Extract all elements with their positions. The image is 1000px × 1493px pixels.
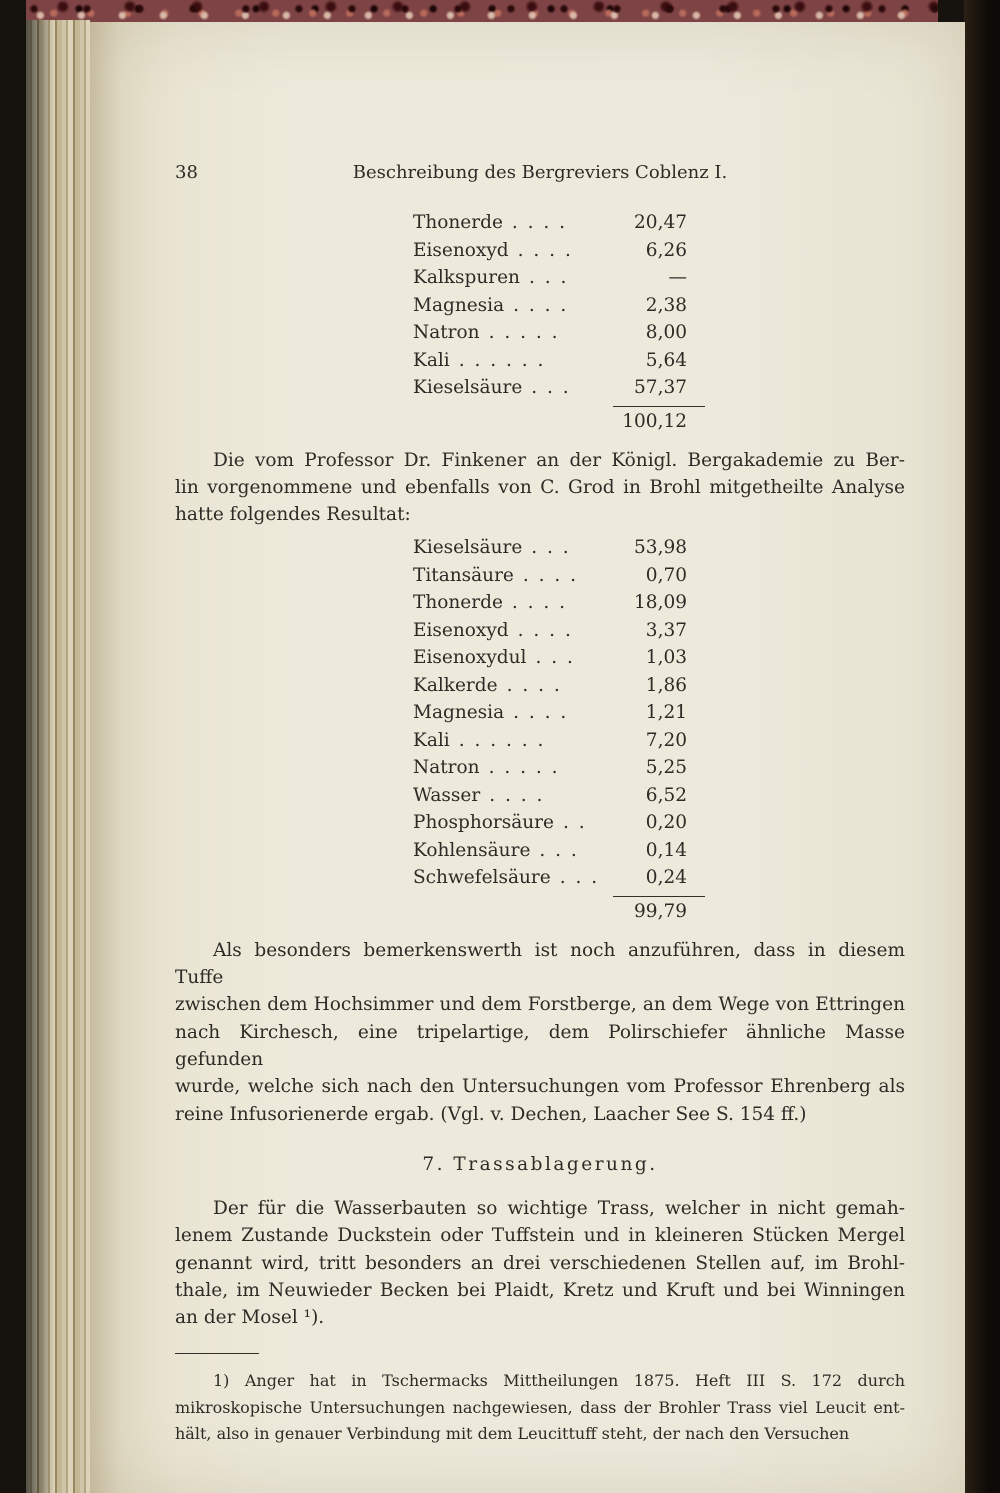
substance-label: Magnesia — [413, 702, 505, 724]
section-heading-trassablagerung: 7. Trassablagerung. — [422, 1153, 658, 1175]
paragraph-trass — [175, 1195, 905, 1331]
table-row — [413, 209, 705, 237]
text-line: 1) Anger hat in Tschermacks Mittheilungen 1875. Heft III S. 172 durch — [213, 1371, 905, 1391]
page-stack-edges — [26, 20, 90, 1493]
substance-label: Kalkerde — [413, 674, 498, 696]
substance-label: Kieselsäure — [413, 537, 523, 559]
table-row — [413, 699, 705, 727]
substance-value: 0,70 — [645, 564, 687, 586]
paragraph-finkener-analysis — [175, 447, 905, 529]
text-line: wurde, welche sich nach den Untersuchungen vom Professor Ehrenberg als — [175, 1076, 905, 1098]
sum-value: 99,79 — [634, 900, 687, 922]
text-line: genannt wird, tritt besonders an drei verschiedenen Stellen auf, im Brohl- — [175, 1252, 905, 1274]
table-row — [413, 292, 705, 320]
text-line: Der für die Wasserbauten so wichtige Trass, welcher in nicht gemah- — [213, 1197, 905, 1219]
substance-label: Eisenoxydul — [413, 647, 527, 669]
table-row — [413, 562, 705, 590]
table-row — [413, 319, 705, 347]
table-row — [413, 374, 705, 402]
text-line: lenem Zustande Duckstein oder Tuffstein und in kleineren Stücken Mergel — [175, 1225, 905, 1247]
substance-label: Eisenoxyd — [413, 619, 509, 641]
text-line: lin vorgenommene und ebenfalls von C. Grod in Brohl mitgetheilte Analyse — [175, 476, 905, 498]
table-row — [413, 347, 705, 375]
substance-value: 6,26 — [645, 239, 687, 261]
substance-value: 8,00 — [645, 322, 687, 343]
substance-label: Kali — [413, 349, 450, 371]
dot-leader: . . . . — [522, 564, 579, 586]
dot-leader: . . . — [528, 267, 569, 288]
substance-value: 5,25 — [645, 757, 687, 779]
dot-leader: . . . . — [511, 212, 568, 233]
dot-leader: . . . . — [489, 784, 545, 806]
text-line: nach Kirchesch, eine tripelartige, dem Polirschiefer ähnliche Masse gefunden — [175, 1021, 905, 1071]
substance-label: Magnesia — [413, 294, 505, 316]
table-row — [413, 837, 705, 865]
sum-value: 100,12 — [622, 410, 687, 432]
substance-label: Kali — [413, 729, 450, 751]
table-row — [413, 672, 705, 700]
dot-leader: . . . — [559, 867, 600, 889]
page-number: 38 — [175, 162, 198, 183]
table-row — [413, 237, 705, 265]
substance-label: Kalkspuren — [413, 267, 520, 288]
table-row — [413, 589, 705, 617]
dot-leader: . . . — [531, 537, 571, 559]
table-row — [413, 617, 705, 645]
substance-value: 0,20 — [645, 812, 687, 834]
page-header — [175, 162, 905, 189]
table-row — [413, 864, 705, 892]
substance-value: 53,98 — [634, 537, 687, 559]
substance-label: Eisenoxyd — [413, 239, 509, 261]
dot-leader: . . . . — [513, 294, 569, 316]
dot-leader: . . . . . . — [458, 729, 546, 751]
substance-value: 5,64 — [645, 349, 687, 371]
substance-label: Phosphorsäure — [413, 812, 554, 834]
substance-value: 1,21 — [645, 702, 687, 724]
table-row — [413, 809, 705, 837]
table-row — [413, 644, 705, 672]
substance-value: 3,37 — [645, 619, 687, 641]
substance-value: 57,37 — [634, 377, 687, 398]
dot-leader: . . . — [531, 377, 571, 398]
substance-value: — — [668, 267, 687, 288]
table-row — [413, 727, 705, 755]
table-row — [413, 264, 705, 292]
substance-label: Titansäure — [413, 564, 514, 586]
dot-leader: . . . . . — [488, 322, 560, 343]
substance-value: 0,14 — [645, 839, 687, 861]
paragraph-tripel-masse — [175, 937, 905, 1128]
analysis-table-1 — [413, 209, 705, 437]
table-row — [413, 754, 705, 782]
dot-leader: . . . . — [513, 702, 569, 724]
substance-label: Thonerde — [413, 592, 503, 614]
substance-label: Schwefelsäure — [413, 867, 551, 889]
text-line: an der Mosel ¹). — [175, 1307, 325, 1329]
substance-label: Kieselsäure — [413, 377, 523, 398]
book-right-edge-shadow — [964, 0, 1000, 1493]
substance-label: Kohlensäure — [413, 839, 531, 861]
substance-value: 18,09 — [634, 592, 687, 614]
footnote-anger — [175, 1368, 905, 1448]
dot-leader: . . . . — [517, 239, 573, 261]
text-line: thale, im Neuwieder Becken bei Plaidt, Kretz und Kruft und bei Winningen — [175, 1279, 905, 1301]
substance-value: 0,24 — [645, 867, 687, 889]
dot-leader: . . . — [535, 647, 575, 669]
book-page — [90, 22, 965, 1493]
text-line: zwischen dem Hochsimmer und dem Forstberge, an dem Wege von Ettringen — [175, 994, 905, 1016]
dot-leader: . . . . . . — [458, 349, 546, 371]
table-row — [413, 534, 705, 562]
substance-value: 7,20 — [645, 729, 687, 751]
substance-label: Wasser — [413, 784, 481, 806]
text-line: Als besonders bemerkenswerth ist noch anzuführen, dass in diesem Tuffe — [175, 939, 905, 989]
substance-value: 20,47 — [634, 212, 687, 233]
dot-leader: . . . . . — [488, 757, 560, 779]
table-row — [413, 782, 705, 810]
text-line: reine Infusorienerde ergab. (Vgl. v. Dechen, Laacher See S. 154 ff.) — [175, 1103, 807, 1125]
dot-leader: . . . . — [511, 592, 568, 614]
running-title: Beschreibung des Bergreviers Coblenz I. — [352, 162, 728, 183]
dot-leader: . . . — [539, 839, 579, 861]
text-line: Die vom Professor Dr. Finkener an der Königl. Bergakademie zu Ber- — [213, 449, 905, 471]
dot-leader: . . . . — [506, 674, 562, 696]
text-line: hatte folgendes Resultat: — [175, 504, 411, 526]
substance-label: Thonerde — [413, 212, 503, 233]
text-line: mikroskopische Untersuchungen nachgewiesen, dass der Brohler Trass viel Leucit ent- — [175, 1397, 905, 1417]
substance-value: 1,86 — [645, 674, 687, 696]
substance-label: Natron — [413, 322, 480, 343]
dot-leader: . . . . — [517, 619, 573, 641]
substance-value: 2,38 — [645, 294, 687, 316]
text-line: hält, also in genauer Verbindung mit dem Leucittuff steht, der nach den Versuchen — [175, 1424, 850, 1444]
analysis-table-2 — [413, 534, 705, 927]
substance-value: 1,03 — [645, 647, 687, 669]
page-content — [175, 162, 905, 1448]
substance-label: Natron — [413, 757, 480, 779]
footnote-separator-rule — [175, 1353, 259, 1354]
substance-value: 6,52 — [645, 784, 687, 806]
dot-leader: . . — [562, 812, 587, 834]
